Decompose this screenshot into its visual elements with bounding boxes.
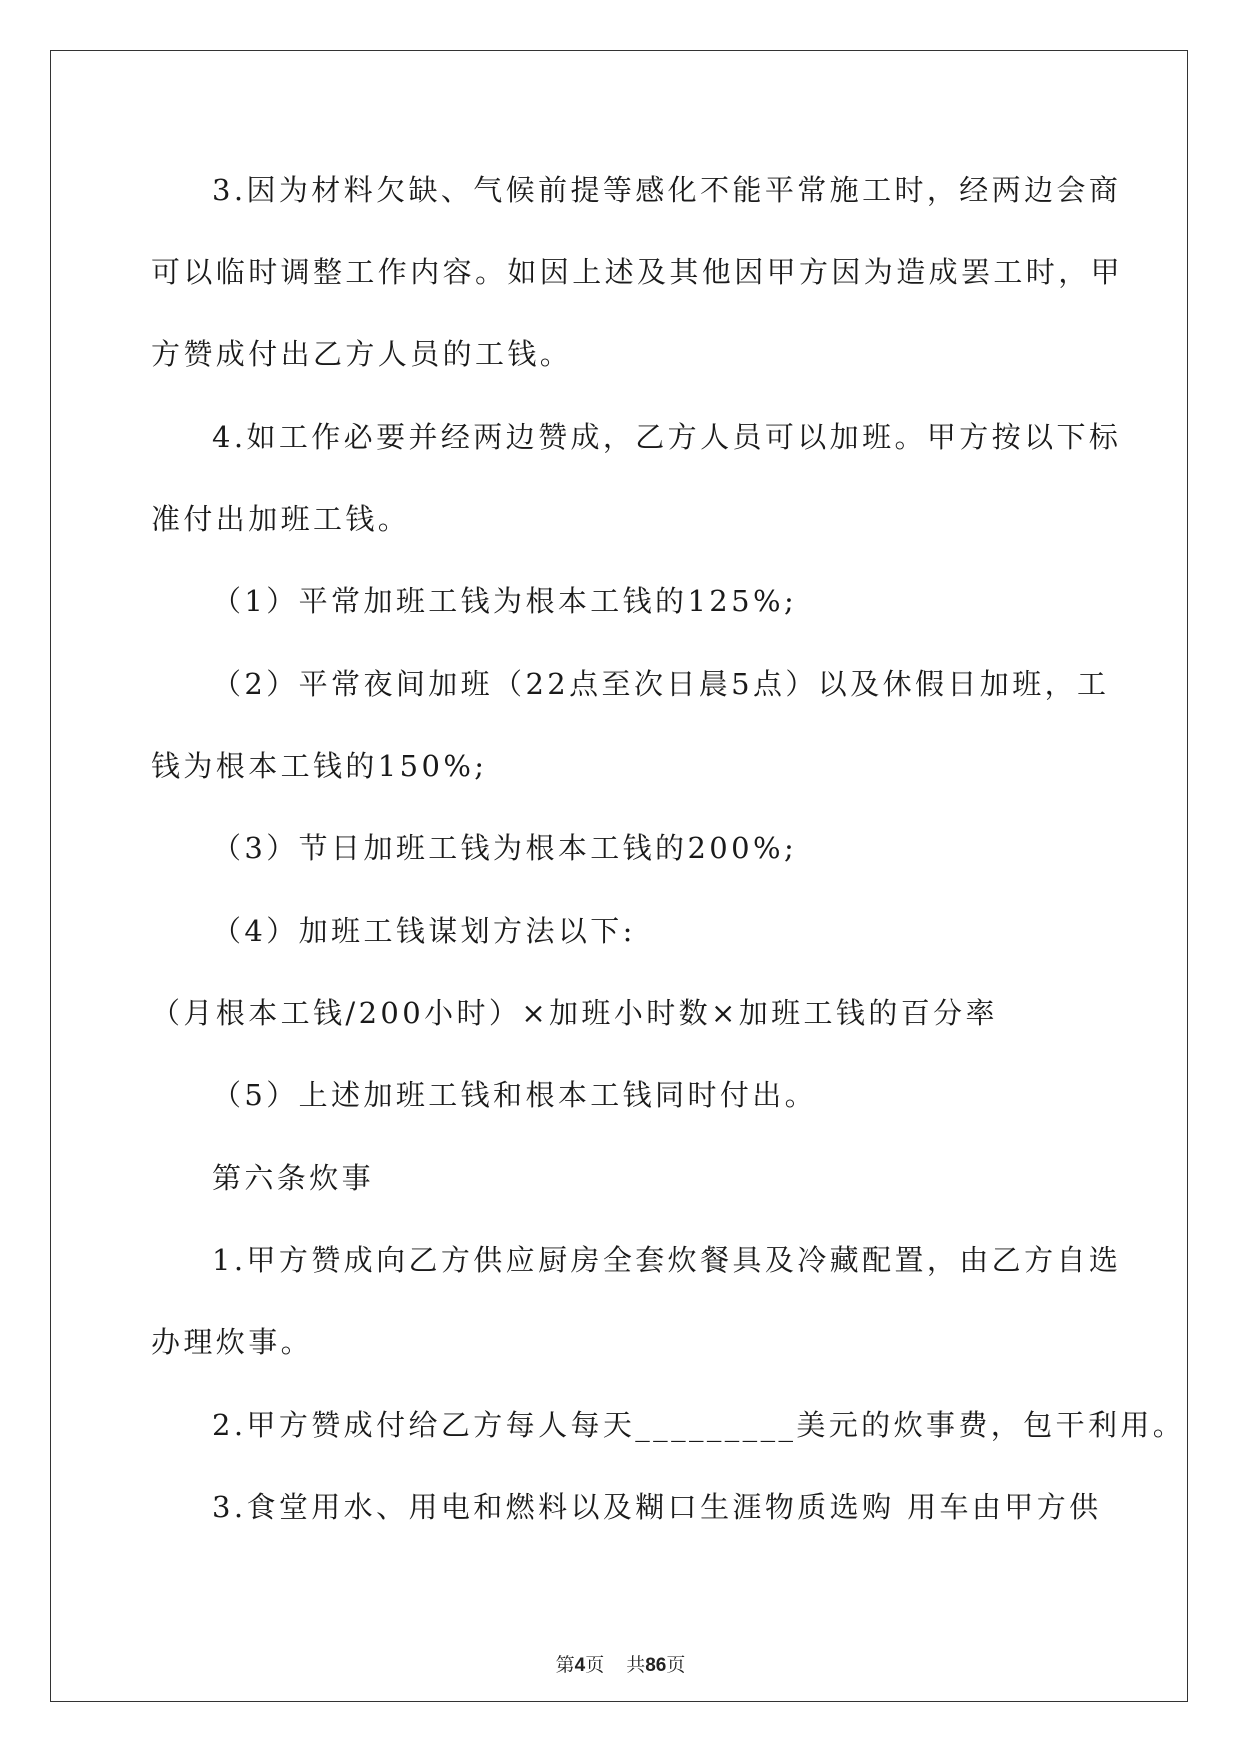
- paragraph-line: 可以临时调整工作内容。如因上述及其他因甲方因为造成罢工时，甲: [151, 255, 1124, 289]
- page-border: [50, 50, 1188, 1702]
- paragraph-line: 3.食堂用水、用电和燃料以及糊口生涯物质选购 用车由甲方供: [212, 1490, 1102, 1524]
- paragraph-line: （1）平常加班工钱为根本工钱的125%;: [212, 584, 798, 618]
- paragraph-line: 办理炊事。: [151, 1325, 314, 1359]
- paragraph-line: 准付出加班工钱。: [151, 502, 411, 536]
- footer-total-prefix: 共: [626, 1654, 646, 1676]
- footer-page-suffix: 页: [585, 1654, 605, 1676]
- paragraph-line: 1.甲方赞成向乙方供应厨房全套炊餐具及冷藏配置，由乙方自选: [212, 1243, 1122, 1277]
- paragraph-line: （3）节日加班工钱为根本工钱的200%;: [212, 831, 798, 865]
- page-number: 4: [574, 1655, 586, 1676]
- paragraph-line: 3.因为材料欠缺、气候前提等感化不能平常施工时，经两边会商: [212, 173, 1122, 207]
- paragraph-line: （4）加班工钱谋划方法以下:: [212, 914, 636, 948]
- footer-prefix: 第: [555, 1654, 575, 1676]
- paragraph-line: 2.甲方赞成付给乙方每人每天_________美元的炊事费，包干利用。: [212, 1408, 1186, 1442]
- paragraph-line: （2）平常夜间加班（22点至次日晨5点）以及休假日加班，工: [212, 667, 1110, 701]
- paragraph-line: （5）上述加班工钱和根本工钱同时付出。: [212, 1078, 818, 1112]
- paragraph-line: 方赞成付出乙方人员的工钱。: [151, 337, 573, 371]
- section-heading: 第六条炊事: [212, 1161, 375, 1195]
- total-pages: 86: [645, 1655, 667, 1676]
- paragraph-line: 4.如工作必要并经两边赞成，乙方人员可以加班。甲方按以下标: [212, 420, 1122, 454]
- formula-line: （月根本工钱/200小时）×加班小时数×加班工钱的百分率: [151, 996, 998, 1030]
- footer-total-suffix: 页: [666, 1654, 686, 1676]
- paragraph-line: 钱为根本工钱的150%;: [151, 749, 488, 783]
- page-footer: [0, 1650, 1241, 1677]
